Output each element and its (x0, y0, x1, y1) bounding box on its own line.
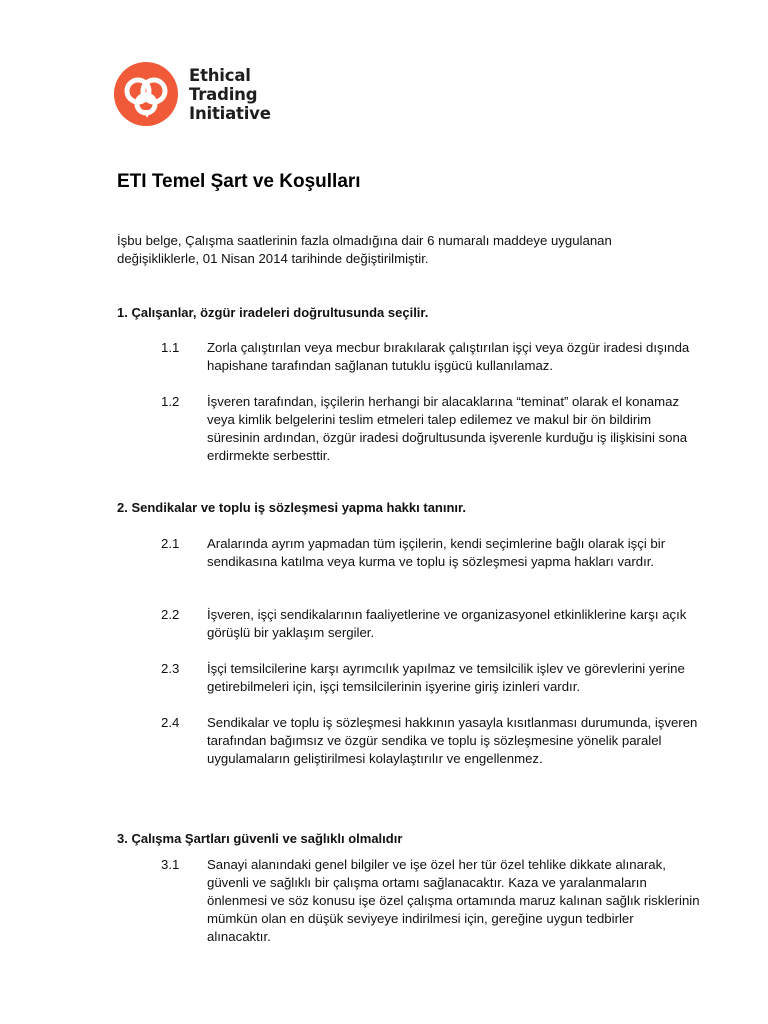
logo-line-3: Initiative (189, 103, 271, 123)
section-2-title: 2. Sendikalar ve toplu iş sözleşmesi yapma hakkı tanınır. (117, 500, 466, 515)
clause-number: 3.1 (161, 857, 180, 872)
clause-1-1 (161, 339, 701, 375)
section-1-title: 1. Çalışanlar, özgür iradeleri doğrultusunda seçilir. (117, 305, 429, 320)
logo-line-1: Ethical (189, 65, 251, 85)
intro-paragraph: İşbu belge, Çalışma saatlerinin fazla olmadığına dair 6 numaralı maddeye uygulanan değişikliklerle, 01 Nisan 2014 tarihinde değiştirilmiştir. (117, 233, 612, 266)
clause-text: Sanayi alanındaki genel bilgiler ve işe özel her tür özel tehlike dikkate alınarak, güvenli ve sağlıklı bir çalışma ortamı sağlanacaktır. Kaza ve yaralanmaların önlenmesi ve söz konusu işe özel çalışma ortamında maruz kalınan sağlık risklerinin mümkün olan en düşük seviyeye indirilmesi için, gereğine uygun tedbirler alınacaktır. (207, 857, 700, 944)
logo-line-2: Trading (189, 84, 258, 104)
clause-number: 1.2 (161, 394, 180, 409)
clause-number: 2.1 (161, 536, 180, 551)
clause-2-1 (161, 535, 701, 571)
clause-text: Sendikalar ve toplu iş sözleşmesi hakkının yasayla kısıtlanması durumunda, işveren tarafından bağımsız ve özgür sendika ve toplu iş sözleşmesine yönelik paralel uygulamaların geliştirilmesi kolaylaştırılır ve engellenmez. (207, 715, 698, 766)
clause-number: 2.4 (161, 715, 180, 730)
document-title: ETI Temel Şart ve Koşulları (117, 171, 361, 192)
clause-2-4 (161, 714, 701, 768)
clause-2-2 (161, 606, 701, 642)
clause-text: İşveren, işçi sendikalarının faaliyetlerine ve organizasyonel etkinliklerine karşı açık görüşlü bir yaklaşım sergiler. (207, 607, 687, 640)
clause-text: İşçi temsilcilerine karşı ayrımcılık yapılmaz ve temsilcilik işlev ve görevlerini yerine getirebilmeleri için, işçi temsilcilerinin işyerine giriş izinleri vardır. (207, 661, 685, 694)
clause-3-1 (161, 856, 701, 946)
clause-number: 2.2 (161, 607, 180, 622)
clause-number: 1.1 (161, 340, 180, 355)
clause-text: İşveren tarafından, işçilerin herhangi bir alacaklarına “teminat” olarak el konamaz veya kimlik belgelerini teslim etmeleri talep edilemez ve makul bir ön bildirim süresinin ardından, özgür iradesi doğrultusunda işverenle kurduğu iş ilişkisini sona erdirmekte serbesttir. (207, 394, 688, 463)
clause-1-2 (161, 393, 701, 465)
eti-logo (114, 62, 271, 126)
eti-logo-wordmark (189, 66, 271, 123)
section-3-title: 3. Çalışma Şartları güvenli ve sağlıklı olmalıdır (117, 831, 403, 846)
clause-number: 2.3 (161, 661, 180, 676)
clause-text: Zorla çalıştırılan veya mecbur bırakılarak çalıştırılan işçi veya özgür iradesi dışında hapishane tarafından sağlanan tutuklu işgücü kullanılamaz. (207, 340, 690, 373)
clause-text: Aralarında ayrım yapmadan tüm işçilerin, kendi seçimlerine bağlı olarak işçi bir sendikasına katılma veya kurma ve toplu iş sözleşmesi yapma hakları vardır. (207, 536, 666, 569)
eti-logo-icon (114, 62, 178, 126)
clause-2-3 (161, 660, 701, 696)
